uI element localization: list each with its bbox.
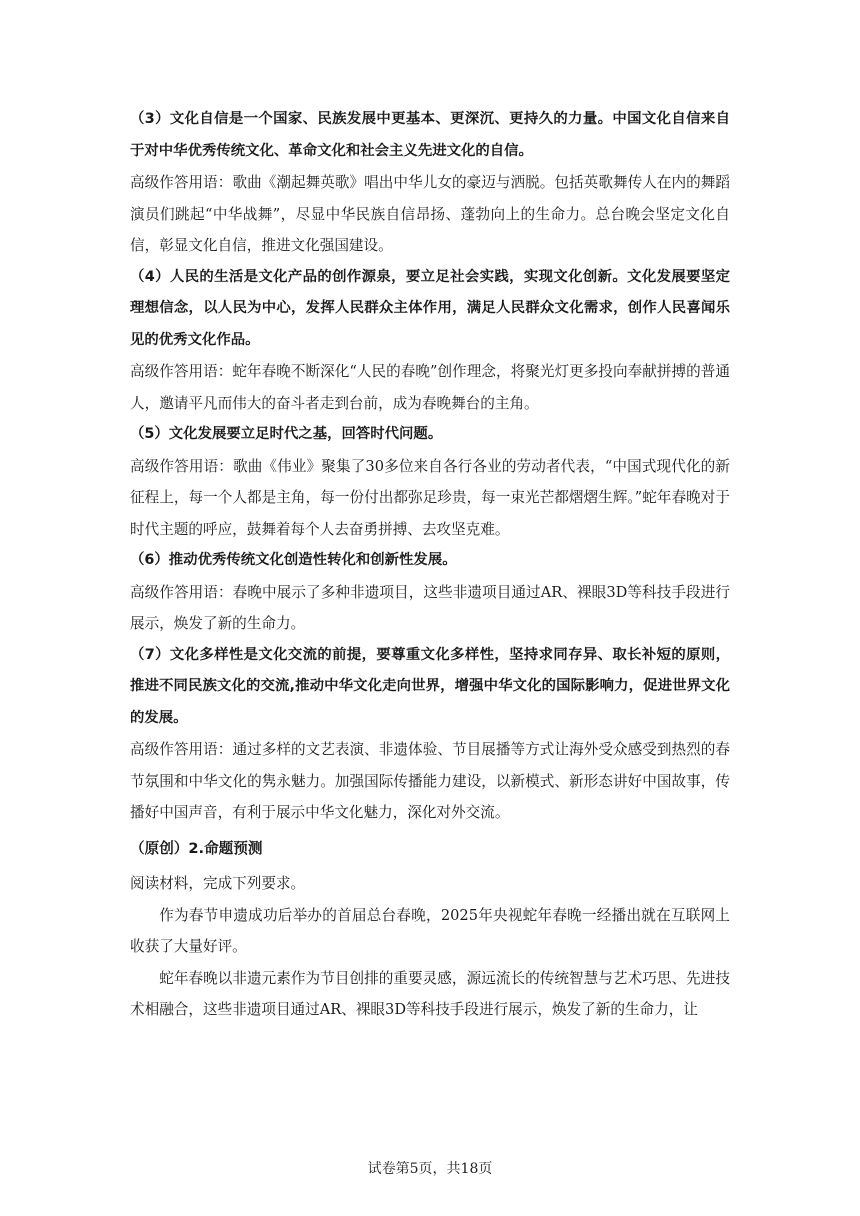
page-content bbox=[130, 104, 730, 1026]
point-7-answer: 高级作答用语：通过多样的文艺表演、非遗体验、节目展播等方式让海外受众感受到热烈的春节氛围和中华文化的隽永魅力。加强国际传播能力建设，以新模式、新形态讲好中国故事，传播好中国声音，有利于展示中华文化魅力，深化对外交流。 bbox=[130, 741, 730, 821]
page-footer: 试卷第5页，共18页 bbox=[367, 1161, 493, 1177]
point-4-answer: 高级作答用语：蛇年春晚不断深化“人民的春晚”创作理念，将聚光灯更多投向奉献拼搏的普通人，邀请平凡而伟大的奋斗者走到台前，成为春晚舞台的主角。 bbox=[130, 363, 730, 412]
point-3-heading: （3）文化自信是一个国家、民族发展中更基本、更深沉、更持久的力量。中国文化自信来自于对中华优秀传统文化、革命文化和社会主义先进文化的自信。 bbox=[130, 111, 730, 159]
point-6-answer: 高级作答用语：春晚中展示了多种非遗项目，这些非遗项目通过AR、裸眼3D等科技手段进行展示，焕发了新的生命力。 bbox=[130, 583, 730, 632]
point-5-heading: （5）文化发展要立足时代之基，回答时代问题。 bbox=[130, 426, 443, 442]
point-5-answer: 高级作答用语：歌曲《伟业》聚集了30多位来自各行各业的劳动者代表，“中国式现代化的新征程上，每一个人都是主角，每一份付出都弥足珍贵，每一束光芒都熠熠生辉。”蛇年春晚对于时代主题的呼应，鼓舞着每个人去奋勇拼搏、去攻坚克难。 bbox=[130, 457, 730, 538]
material-paragraph-1: 作为春节申遗成功后举办的首届总台春晚，2025年央视蛇年春晚一经播出就在互联网上收获了大量好评。 bbox=[130, 906, 730, 955]
material-paragraph-2: 蛇年春晚以非遗元素作为节目创排的重要灵感，源远流长的传统智慧与艺术巧思、先进技术相融合，这些非遗项目通过AR、裸眼3D等科技手段进行展示，焕发了新的生命力，让 bbox=[130, 969, 730, 1018]
point-6-heading: （6）推动优秀传统文化创造性转化和创新性发展。 bbox=[130, 552, 457, 568]
instruction-text: 阅读材料，完成下列要求。 bbox=[130, 875, 306, 892]
point-7-heading: （7）文化多样性是文化交流的前提，要尊重文化多样性，坚持求同存异、取长补短的原则，推进不同民族文化的交流,推动中华文化走向世界，增强中华文化的国际影响力，促进世界文化的发展。 bbox=[130, 646, 730, 726]
section-title: （原创）2.命题预测 bbox=[130, 839, 263, 857]
point-3-answer: 高级作答用语：歌曲《潮起舞英歌》唱出中华儿女的豪迈与洒脱。包括英歌舞传人在内的舞蹈演员们跳起“中华战舞”，尽显中华民族自信昂扬、蓬勃向上的生命力。总台晚会坚定文化自信，彰显文化自信，推进文化强国建设。 bbox=[130, 174, 730, 254]
point-4-heading: （4）人民的生活是文化产品的创作源泉，要立足社会实践，实现文化创新。文化发展要坚定理想信念，以人民为中心，发挥人民群众主体作用，满足人民群众文化需求，创作人民喜闻乐见的优秀文化作品。 bbox=[130, 268, 730, 348]
